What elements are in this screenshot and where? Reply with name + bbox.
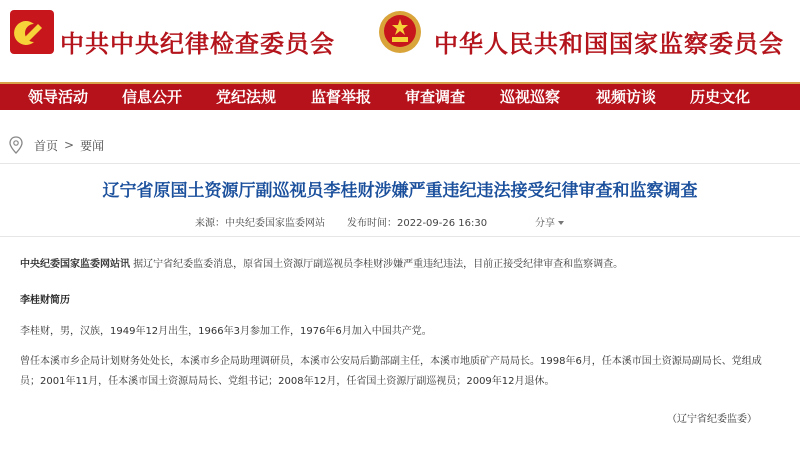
breadcrumb-current[interactable]: 要闻 bbox=[80, 138, 105, 153]
location-pin-icon bbox=[8, 136, 24, 154]
article-paragraph: 曾任本溪市乡企局计划财务处处长，本溪市乡企局助理调研员，本溪市公安局后勤部副主任，本溪市地质矿产局局长。1998年6月，任本溪市国土资源局副局长、党组成员；2001年11月，任本溪市国土资源局局长、党组书记；2008年12月，任省国土资源厅副巡视员；2009年12月退休。 bbox=[20, 356, 762, 387]
nav-item-info-disclosure[interactable]: 信息公开 bbox=[122, 88, 183, 106]
nav-item-regulations[interactable]: 党纪法规 bbox=[216, 88, 277, 106]
chevron-down-icon bbox=[558, 221, 564, 225]
breadcrumb bbox=[8, 135, 104, 155]
article-paragraph-text: 据辽宁省纪委监委消息，原省国土资源厅副巡视员李桂财涉嫌严重违纪违法，目前正接受纪律审查和监察调查。 bbox=[130, 259, 624, 270]
breadcrumb-home[interactable]: 首页 bbox=[34, 138, 59, 153]
org-title-left[interactable]: 中共中央纪律检查委员会 bbox=[60, 29, 335, 58]
share-button[interactable] bbox=[535, 214, 564, 229]
divider bbox=[0, 163, 800, 164]
nav-item-leadership[interactable]: 领导活动 bbox=[28, 88, 89, 106]
article-time: 发布时间：2022-09-26 16:30 bbox=[347, 218, 488, 229]
breadcrumb-separator: > bbox=[64, 138, 75, 152]
nav-item-investigation[interactable]: 审查调查 bbox=[405, 88, 466, 106]
article-subheading: 李桂财简历 bbox=[20, 295, 70, 306]
article-source: 来源：中央纪委国家监委网站 bbox=[195, 218, 325, 229]
article-lead: 中央纪委国家监委网站讯 bbox=[20, 259, 130, 270]
article-signoff: （辽宁省纪委监委） bbox=[667, 414, 757, 425]
nav-item-report[interactable]: 监督举报 bbox=[311, 88, 372, 106]
divider bbox=[0, 236, 800, 237]
org-title-right[interactable]: 中华人民共和国国家监察委员会 bbox=[434, 29, 784, 58]
article-paragraph bbox=[20, 255, 770, 275]
main-nav bbox=[0, 82, 800, 110]
site-header bbox=[0, 0, 800, 82]
nav-item-video[interactable]: 视频访谈 bbox=[596, 88, 657, 106]
article-title: 辽宁省原国土资源厅副巡视员李桂财涉嫌严重违纪违法接受纪律审查和监察调查 bbox=[102, 181, 698, 201]
national-emblem-icon bbox=[378, 10, 422, 54]
nav-item-inspection[interactable]: 巡视巡察 bbox=[500, 88, 561, 106]
share-label: 分享 bbox=[535, 218, 555, 229]
party-emblem-icon bbox=[10, 10, 54, 54]
article-paragraph: 李桂财，男，汉族，1949年12月出生，1966年3月参加工作，1976年6月加入中国共产党。 bbox=[20, 326, 432, 337]
nav-item-history[interactable]: 历史文化 bbox=[690, 88, 751, 106]
